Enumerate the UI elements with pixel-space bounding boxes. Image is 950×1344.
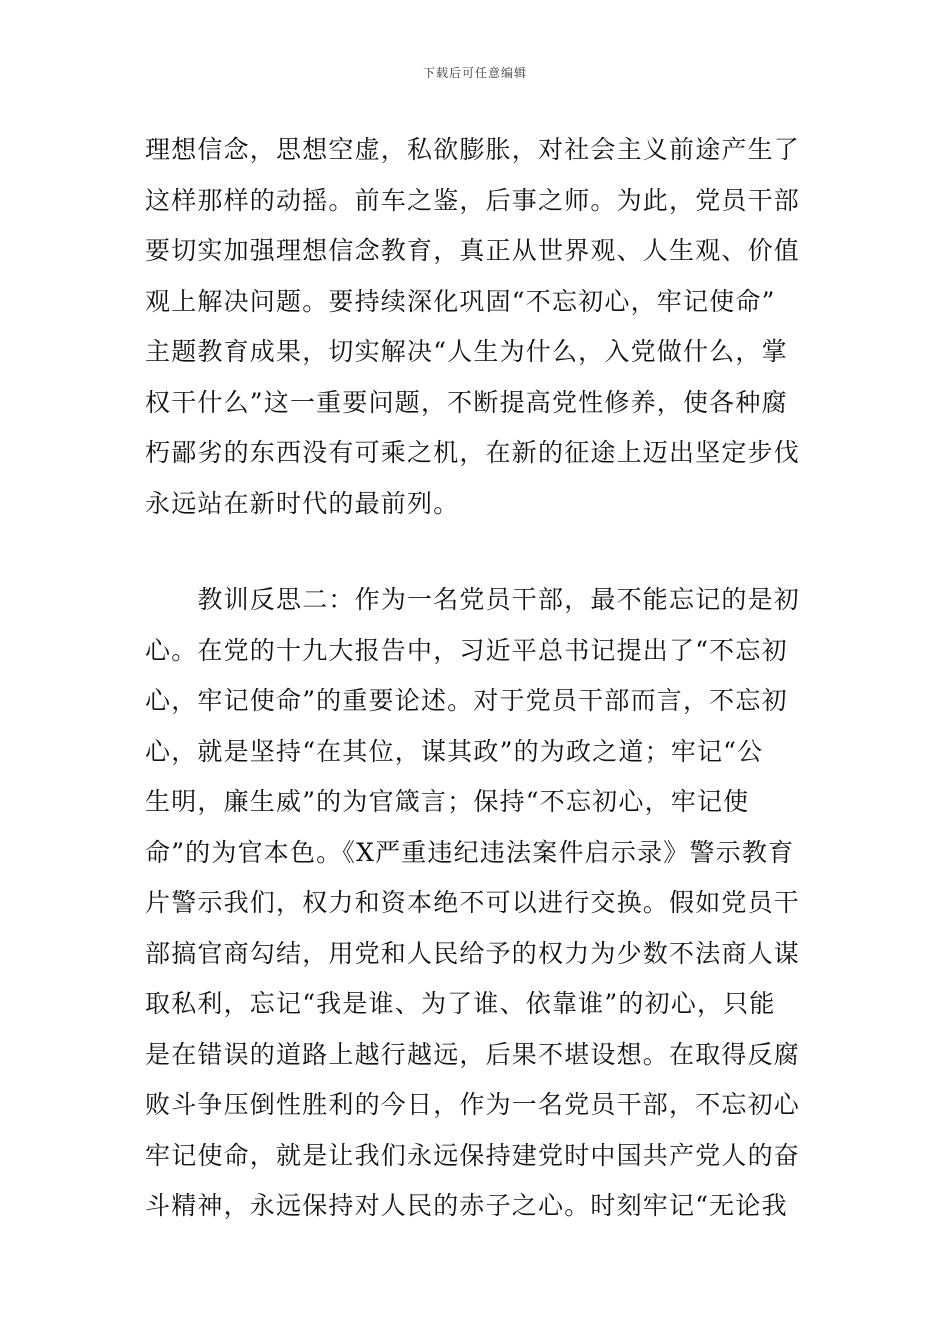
text-line: 朽鄙劣的东西没有可乘之机，在新的征途上迈出坚定步伐	[145, 438, 801, 467]
body-paragraph-2	[145, 575, 810, 1232]
text-line: 主题教育成果，切实解决“人生为什么，入党做什么，掌	[145, 337, 788, 366]
text-line: 片警示我们，权力和资本绝不可以进行交换。假如党员干	[145, 888, 801, 917]
text-line: 观上解决问题。要持续深化巩固“不忘初心，牢记使命”	[145, 286, 776, 316]
text-line: 取私利，忘记“我是谁、为了谁、依靠谁”的初心，只能	[145, 989, 776, 1018]
text-line: 理想信念，思想空虚，私欲膨胀，对社会主义前途产生了	[145, 135, 801, 164]
text-line: 永远站在新时代的最前列。	[145, 488, 460, 518]
text-line: 生明，廉生威”的为官箴言；保持“不忘初心，牢记使	[145, 787, 750, 816]
text-line: 心。在党的十九大报告中，习近平总书记提出了“不忘初	[145, 635, 788, 665]
text-line: 是在错误的道路上越行越远，后果不堪设想。在取得反腐	[145, 1039, 801, 1069]
text-line: 心，牢记使命”的重要论述。对于党员干部而言，不忘初	[145, 686, 788, 715]
text-line: 部搞官商勾结，用党和人民给予的权力为少数不法商人谋	[145, 938, 801, 968]
text-line: 命”的为官本色。《X严重违纪违法案件启示录》警示教育	[145, 837, 795, 867]
text-line: 教训反思二：作为一名党员干部，最不能忘记的是初	[145, 585, 801, 614]
body-paragraph-1	[145, 125, 810, 529]
page-header: 下载后可任意编辑	[422, 66, 527, 80]
text-line: 心，就是坚持“在其位，谋其政”的为政之道；牢记“公	[145, 736, 764, 766]
text-line: 要切实加强理想信念教育，真正从世界观、人生观、价值	[145, 236, 801, 265]
text-line: 权干什么”这一重要问题，不断提高党性修养，使各种腐	[145, 387, 788, 417]
text-line: 败斗争压倒性胜利的今日，作为一名党员干部，不忘初心	[145, 1090, 801, 1119]
text-line: 这样那样的动摇。前车之鉴，后事之师。为此，党员干部	[145, 185, 801, 215]
text-line: 牢记使命，就是让我们永远保持建党时中国共产党人的奋	[145, 1140, 801, 1170]
text-line: 斗精神，永远保持对人民的赤子之心。时刻牢记“无论我	[145, 1191, 788, 1220]
